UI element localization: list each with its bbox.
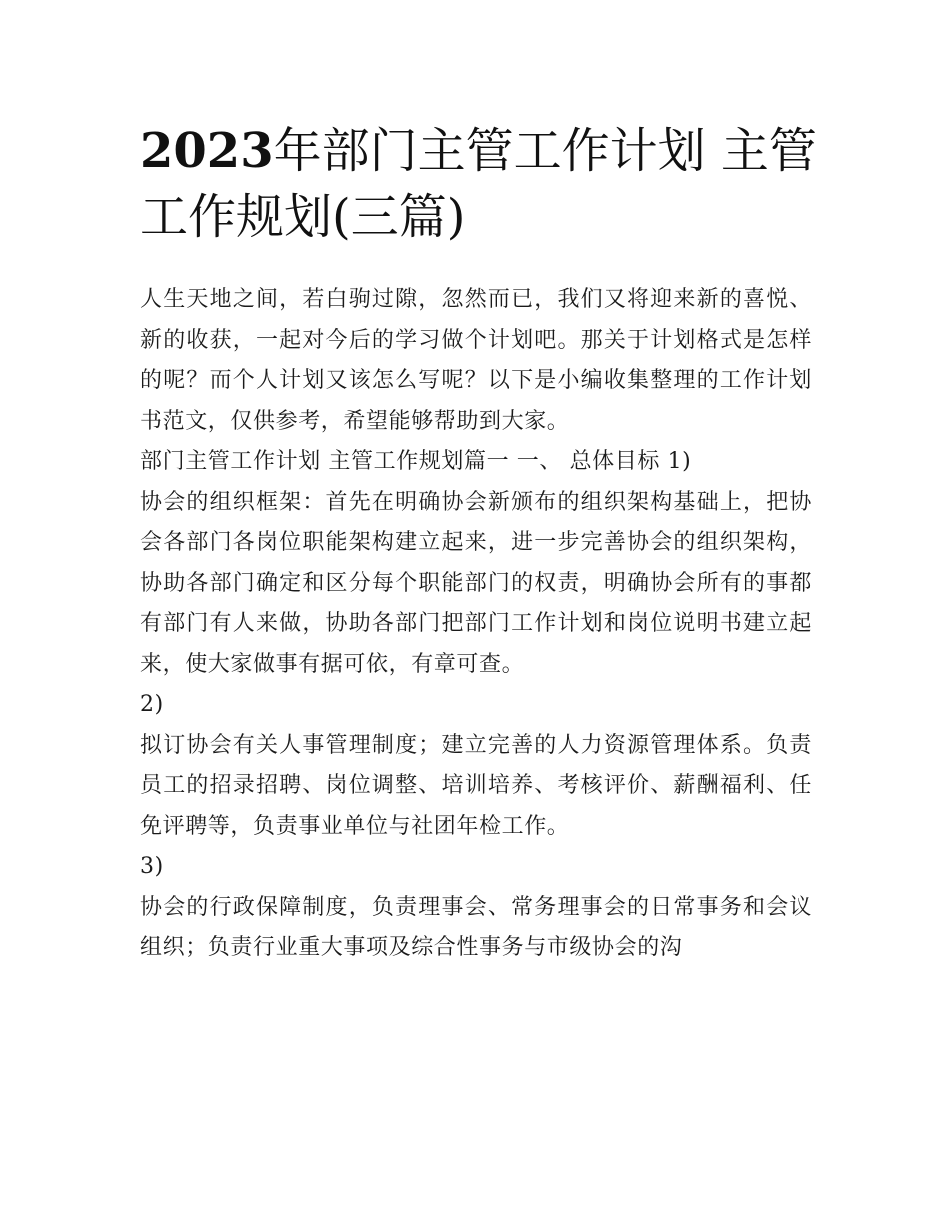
title-year: 2023 bbox=[140, 123, 274, 179]
document-title bbox=[140, 118, 820, 250]
document-body bbox=[140, 280, 812, 969]
paragraph-administration: 协会的行政保障制度，负责理事会、常务理事会的日常事务和会议组织；负责行业重大事项及综合性事务与市级协会的沟 bbox=[140, 894, 812, 960]
paragraph-personnel: 拟订协会有关人事管理制度；建立完善的人力资源管理体系。负责员工的招录招聘、岗位调整、培训培养、考核评价、薪酬福利、任免评聘等，负责事业单位与社团年检工作。 bbox=[140, 732, 812, 839]
paragraph-organization: 协会的组织框架：首先在明确协会新颁布的组织架构基础上，把协会各部门各岗位职能架构建立起来，进一步完善协会的组织架构，协助各部门确定和区分每个职能部门的权责，明确协会所有的事都有部门有人来做，协助各部门把部门工作计划和岗位说明书建立起来，使大家做事有据可依，有章可查。 bbox=[140, 489, 812, 677]
paragraph-item-2-label: 2) bbox=[140, 692, 164, 717]
paragraph-item-3-label: 3) bbox=[140, 854, 164, 879]
paragraph-intro: 人生天地之间，若白驹过隙，忽然而已，我们又将迎来新的喜悦、新的收获，一起对今后的学习做个计划吧。那关于计划格式是怎样的呢？而个人计划又该怎么写呢？以下是小编收集整理的工作计划书范文，仅供参考，希望能够帮助到大家。 bbox=[140, 287, 812, 434]
title-text: 年部门主管工作计划 主管工作规划(三篇) bbox=[140, 123, 817, 245]
paragraph-section-heading: 部门主管工作计划 主管工作规划篇一 一、 总体目标 1) bbox=[140, 449, 692, 474]
